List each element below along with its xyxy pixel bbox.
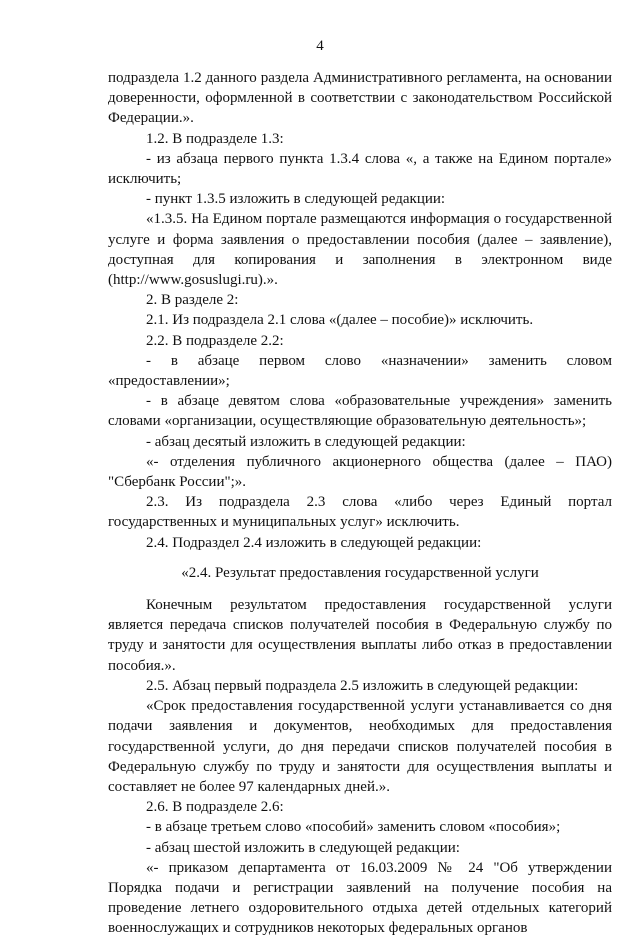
paragraph-5: «1.3.5. На Едином портале размещаются информация о государственной услуге и форма заявления о предоставлении пособия (далее – заявление), доступная для копирования и заполнения в электронном виде (http://www.gosuslugi.ru).». [108, 211, 612, 289]
paragraph-20: - абзац шестой изложить в следующей редакции: [146, 839, 460, 856]
paragraph-11: - абзац десятый изложить в следующей редакции: [146, 433, 466, 450]
section-heading: «2.4. Результат предоставления государственной услуги [181, 564, 539, 581]
paragraph-3: - из абзаца первого пункта 1.3.4 слова «, а также на Едином портале» исключить; [108, 150, 612, 188]
paragraph-17: «Срок предоставления государственной услуги устанавливается со дня подачи заявления и документов, необходимых для предоставления государственной услуги, до дня передачи списков получателей пособия в Федеральную службу по труду и занятости для осуществления выплаты и составляет не более 97 календарных дней.». [108, 698, 612, 795]
paragraph-10: - в абзаце девятом слова «образовательные учреждения» заменить словами «организации, осуществляющие образовательную деятельность»; [108, 393, 612, 430]
paragraph-1: подраздела 1.2 данного раздела Административного регламента, на основании доверенности, оформленной в соответствии с законодательством Российской Федерации.». [108, 70, 612, 127]
paragraph-21: «- приказом департамента от 16.03.2009 № 24 "Об утверждении Порядка подачи и регистрации заявлений на получение пособия на проведение летнего оздоровительного отдыха детей отдельных категорий военнослужащих и сотрудников некоторых федеральных органов [108, 859, 612, 937]
paragraph-7: 2.1. Из подраздела 2.1 слова «(далее – пособие)» исключить. [146, 312, 534, 329]
paragraph-19: - в абзаце третьем слово «пособий» заменить словом «пособия»; [146, 819, 561, 836]
paragraph-4: - пункт 1.3.5 изложить в следующей редакции: [146, 191, 446, 208]
paragraph-6: 2. В разделе 2: [146, 292, 239, 309]
paragraph-9: - в абзаце первом слово «назначении» заменить словом «предоставлении»; [108, 352, 612, 390]
paragraph-16: 2.5. Абзац первый подраздела 2.5 изложить в следующей редакции: [146, 677, 579, 694]
paragraph-12: «- отделения публичного акционерного общества (далее – ПАО) "Сбербанк России";». [108, 453, 612, 491]
page-number: 4 [316, 38, 324, 54]
paragraph-14: 2.4. Подраздел 2.4 изложить в следующей редакции: [146, 534, 482, 551]
paragraph-15: Конечным результатом предоставления государственной услуги является передача списков получателей пособия в Федеральную службу по труду и занятости для осуществления выплаты либо отказ в предоставлении пособия.». [108, 597, 612, 674]
paragraph-8: 2.2. В подразделе 2.2: [146, 332, 284, 349]
paragraph-2: 1.2. В подразделе 1.3: [146, 130, 284, 147]
document-body [108, 68, 612, 939]
paragraph-18: 2.6. В подразделе 2.6: [146, 799, 284, 816]
paragraph-13: 2.3. Из подраздела 2.3 слова «либо через Единый портал государственных и муниципальных услуг» исключить. [108, 494, 612, 531]
